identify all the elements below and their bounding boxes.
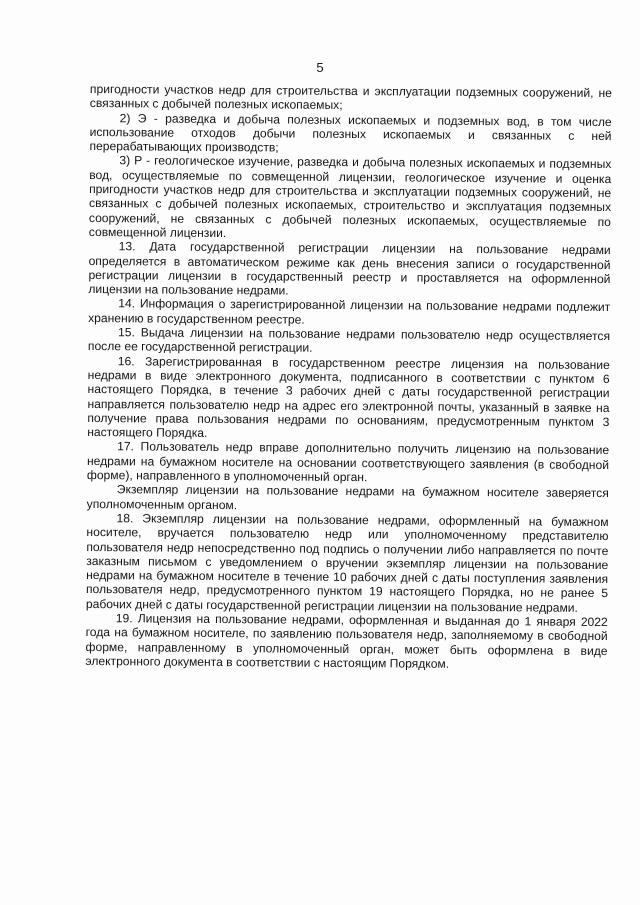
paragraph-13: 13. Дата государственной регистрации лицензии на пользование недрами определяется в автоматическом режиме как день внесения записи о государственной регистрации лицензии в государственный реестр и проставляется на оформленной лицензии на пользование недрами. <box>88 239 611 298</box>
paragraph-17-copy: Экземпляр лицензии на пользование недрами на бумажном носителе заверяется уполномоченным органом. <box>86 482 609 512</box>
paragraph-15: 15. Выдача лицензии на пользование недрами пользователю недр осуществляется после ее государственной регистрации. <box>87 325 611 356</box>
paragraph-14: 14. Информация о зарегистрированной лицензии на пользование недрами подлежит хранению в государственном реестре. <box>88 296 611 327</box>
paragraph-item-3: 3) Р - геологическое изучение, разведка и добыча полезных ископаемых и подземных вод, осуществляемые по совмещенной лицензии, геологическое изучение и оценка пригодности участков недр для строительства и эксплуатации подземных сооружений, не связанных с добычей полезных ископаемых, строительство и эксплуатация подземных сооружений, не связанных с добычей полезных ископаемых, осуществляемые по совмещенной лицензии. <box>88 153 612 241</box>
paragraph-16: 16. Зарегистрированная в государственном реестре лицензия на пользование недрами в виде электронного документа, подписанного в соответствии с пунктом 6 настоящего Порядка, в течение 3 рабочих дней с даты государственной регистрации направляется пользователю недр на адрес его электронной почты, указанный в заявке на получение права пользования недрами по основаниям, предусмотренным пунктом 3 настоящего Порядка. <box>87 353 610 441</box>
paragraph-continuation: пригодности участков недр для строительства и эксплуатации подземных сооружений, не связанных с добычей полезных ископаемых; <box>89 82 612 113</box>
paragraph-19: 19. Лицензия на пользование недрами, оформленная и выданная до 1 января 2022 года на бумажном носителе, по заявлению пользователя недр, заполняемому в свободной форме, направленному в уполномоченный орган, может быть оформлена в виде электронного документа в соответствии с настоящим Порядком. <box>85 611 608 671</box>
page-number: 5 <box>316 60 324 75</box>
document-body <box>85 82 612 672</box>
paragraph-17: 17. Пользователь недр вправе дополнительно получить лицензию на пользование недрами на бумажном носителе на основании соответствующего заявления (в свободной форме), направленного в уполномоченный орган. <box>86 439 610 485</box>
paragraph-item-2: 2) Э - разведка и добыча полезных ископаемых и подземных вод, в том числе использование отходов добычи полезных ископаемых и связанных с ней перерабатывающих производств; <box>89 110 612 155</box>
paragraph-18: 18. Экземпляр лицензии на пользование недрами, оформленный на бумажном носителе, вручается пользователю недр или уполномоченному представителю пользователя недр непосредственно под подпись о получении либо направляется по почте заказным письмом с уведомлением о вручении экземпляр лицензии на пользование недрами на бумажном носителе в течение 10 рабочих дней с даты поступления заявления пользователя недр, предусмотренного пунктом 19 настоящего Порядка, но не ранее 5 рабочих дней с даты государственной регистрации лицензии на пользование недрами. <box>85 511 609 615</box>
